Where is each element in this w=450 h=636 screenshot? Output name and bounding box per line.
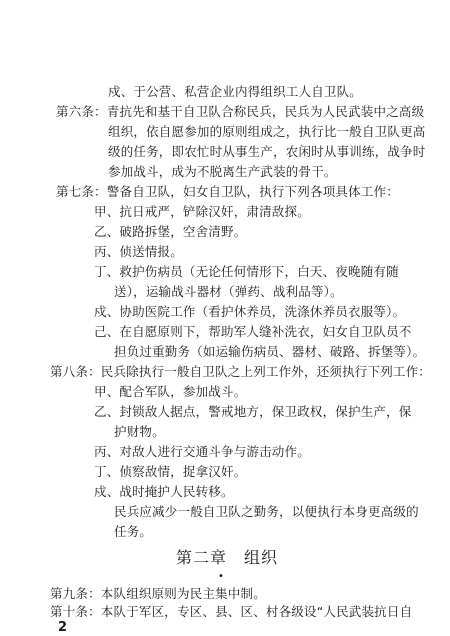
list-item: 乙、破路拆堡，空舍清野。 [94,224,247,239]
text-line: 担负过重勤务（如运输伤病员、器材、破路、拆堡等）。 [114,344,426,359]
list-item: 丁、救护伤病员（无论任何情形下，白天、夜晚随有随 [94,264,399,279]
article-9-line: 第九条：本队组织原则为民主集中制。 [50,586,266,601]
list-item: 戍、战时掩护人民转移。 [94,484,234,499]
list-item: 甲、抗日戒严，铲除汉奸，肃清敌探。 [94,204,310,219]
text-line: 任务。 [114,524,153,539]
article-7-heading: 第七条：警备自卫队，妇女自卫队，执行下列各项具体工作： [56,184,399,199]
text-line: 送），运输战斗器材（弹药、战利品等）。 [114,284,343,299]
article-10-line: 第十条：本队于军区，专区、县、区、村各级设“人民武装抗日自 [50,604,413,619]
text-line: 组织，依自愿参加的原则组成之，执行比一般自卫队更高 [108,124,426,139]
text-line: 级的任务，即农忙时从事生产，农闲时从事训练，战争时 [108,144,426,159]
text-line: 护财物。 [114,424,165,439]
text-line: 参加战斗，成为不脱离生产武装的骨干。 [108,164,337,179]
page-number: 2 [58,620,68,635]
list-item: 丁、侦察敌情，捉拿汉奸。 [94,464,247,479]
chapter-title: 第二章 组织 [176,548,279,567]
list-item: 乙、封锁敌人据点，警戒地方，保卫政权，保护生产，保 [94,404,412,419]
text-line: 民兵应减少一般自卫队之勤务，以便执行本身更高级的 [114,504,419,519]
article-6-heading: 第六条：青抗先和基干自卫队合称民兵，民兵为人民武装中之高级 [56,104,425,119]
decorative-dot: • [218,571,224,582]
list-item: 己、在自愿原则下，帮助军人缝补洗衣，妇女自卫队员不 [94,324,412,339]
list-item: 丙、侦送情报。 [94,244,183,259]
text-line: 戍、于公营、私营企业内得组织工人自卫队。 [108,84,363,99]
list-item: 丙、对敌人进行交通斗争与游击动作。 [94,444,310,459]
list-item: 甲、配合军队，参加战斗。 [94,384,247,399]
article-8-heading: 第八条：民兵除执行一般自卫队之上列工作外，还须执行下列工作： [50,364,432,379]
list-item: 戍、协助医院工作（看护休养员，洗涤休养员衣服等）。 [94,304,406,319]
